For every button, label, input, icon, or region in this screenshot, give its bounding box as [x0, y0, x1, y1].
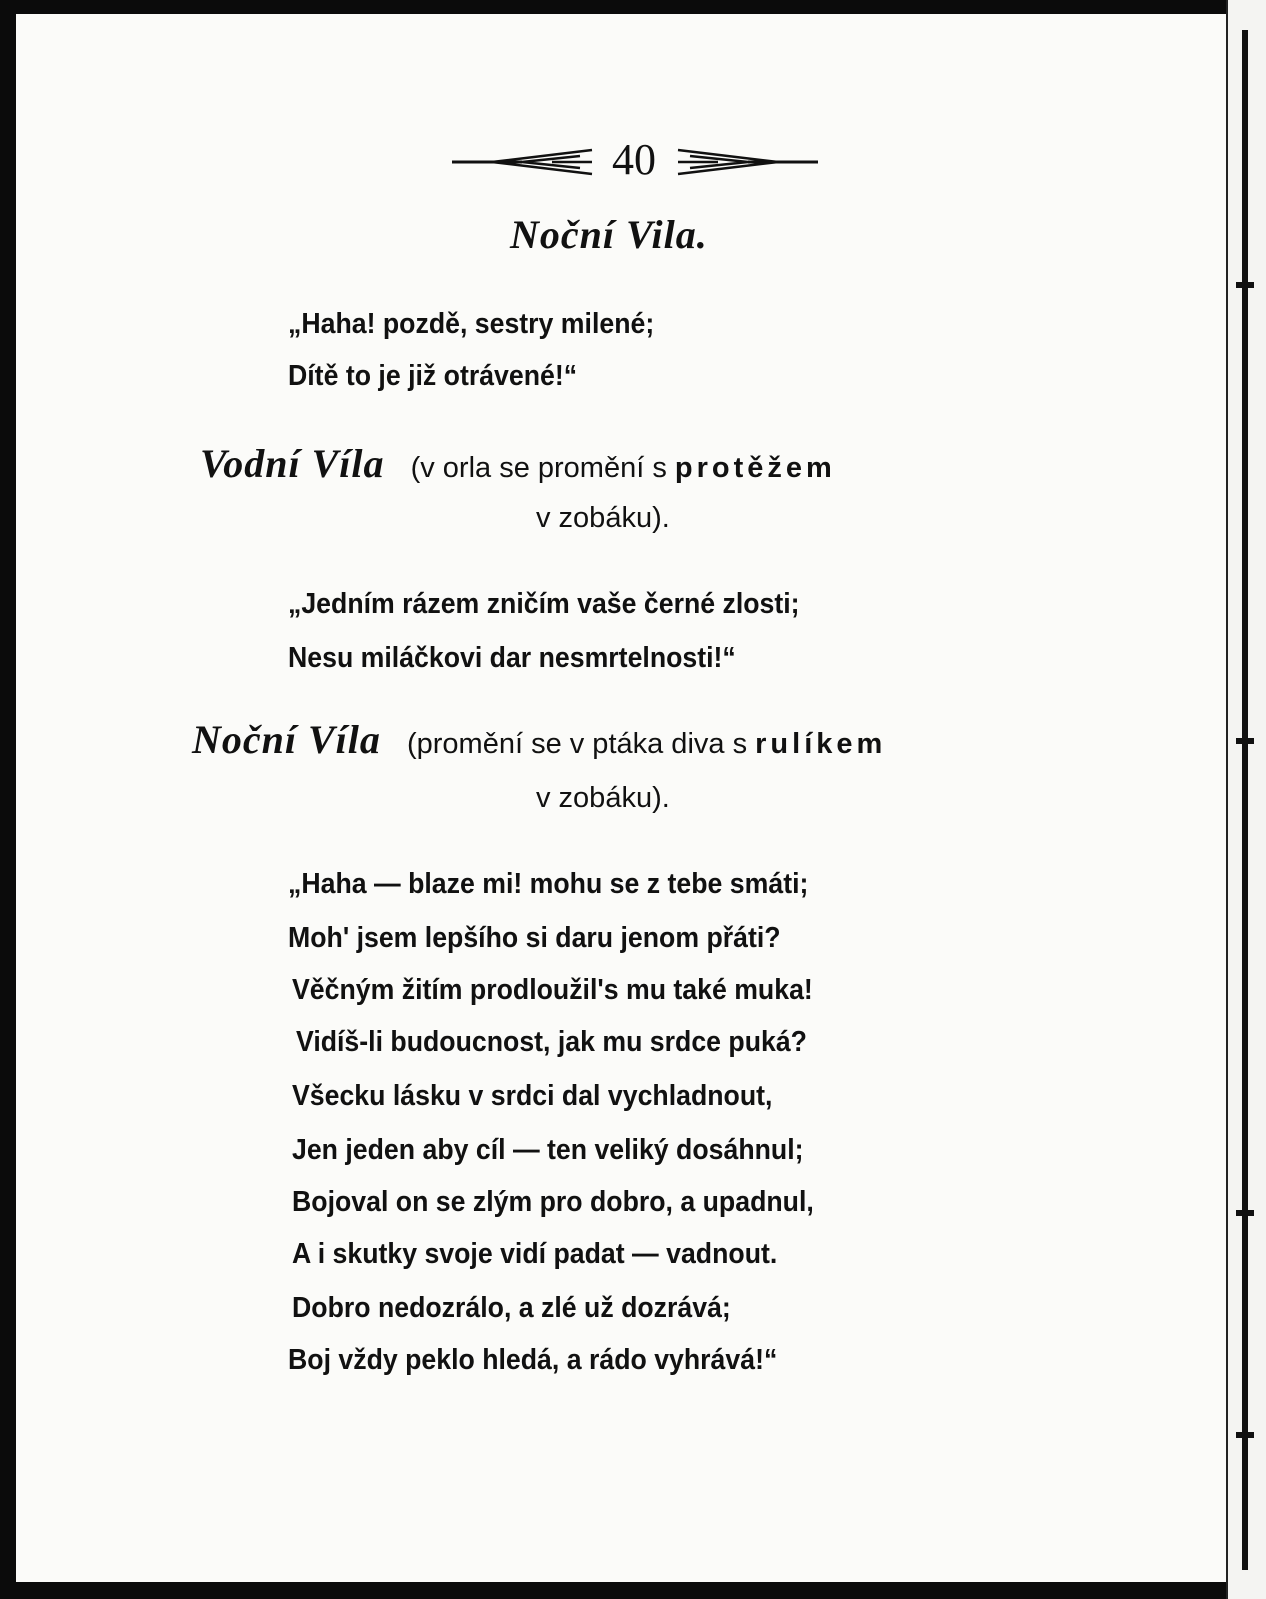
verse-line: Jen jeden aby cíl — ten veliký dosáhnul; — [292, 1134, 804, 1166]
verse-line: „Haha! pozdě, sestry milené; — [288, 308, 655, 340]
verse-line: Věčným žitím prodloužil's mu také muka! — [292, 974, 813, 1006]
left-ornament-icon — [452, 148, 594, 176]
spine-tick — [1236, 738, 1254, 744]
direction-continuation: v zobáku). — [536, 782, 670, 814]
verse-line: Dobro nedozrálo, a zlé už dozrává; — [292, 1292, 731, 1324]
verse-line: Bojoval on se zlým pro dobro, a upadnul, — [292, 1186, 814, 1218]
verse-line: „Jedním rázem zničím vaše černé zlosti; — [288, 588, 800, 620]
verse-line: Dítě to je již otrávené!“ — [288, 360, 578, 392]
verse-line: A i skutky svoje vidí padat — vadnout. — [292, 1238, 778, 1270]
speaker-vodni-vila: Vodní Víla — [200, 441, 385, 486]
direction-emphasis: protěžem — [674, 452, 836, 484]
spine-tick — [1236, 282, 1254, 288]
verse-line: Všecku lásku v srdci dal vychladnout, — [292, 1080, 773, 1112]
page-number: 40 — [612, 135, 656, 184]
verse-line: Boj vždy peklo hledá, a rádo vyhrává!“ — [288, 1344, 778, 1376]
verse-line: Vidíš-li budoucnost, jak mu srdce puká? — [296, 1026, 807, 1058]
verse-line: Nesu miláčkovi dar nesmrtelnosti!“ — [288, 642, 736, 674]
book-page — [16, 14, 1226, 1582]
direction-text: (promění se v ptáka diva s — [406, 728, 748, 760]
spine-rule — [1242, 30, 1248, 1570]
verse-line: Moh' jsem lepšího si daru jenom přáti? — [288, 922, 781, 954]
spine-tick — [1236, 1210, 1254, 1216]
page-header — [16, 132, 1226, 192]
stage-direction-nocni — [192, 717, 887, 764]
speaker-nocni-vila: Noční Víla — [192, 717, 381, 762]
direction-emphasis: rulíkem — [755, 728, 887, 760]
verse-line: „Haha — blaze mi! mohu se z tebe smáti; — [288, 868, 809, 900]
book-spine-edge — [1226, 0, 1266, 1599]
stage-direction-vodni — [200, 441, 836, 488]
right-ornament-icon — [676, 148, 818, 176]
scene-title: Noční Vila. — [510, 212, 708, 257]
direction-continuation: v zobáku). — [536, 502, 670, 534]
direction-text: (v orla se promění s — [410, 452, 667, 484]
spine-tick — [1236, 1432, 1254, 1438]
